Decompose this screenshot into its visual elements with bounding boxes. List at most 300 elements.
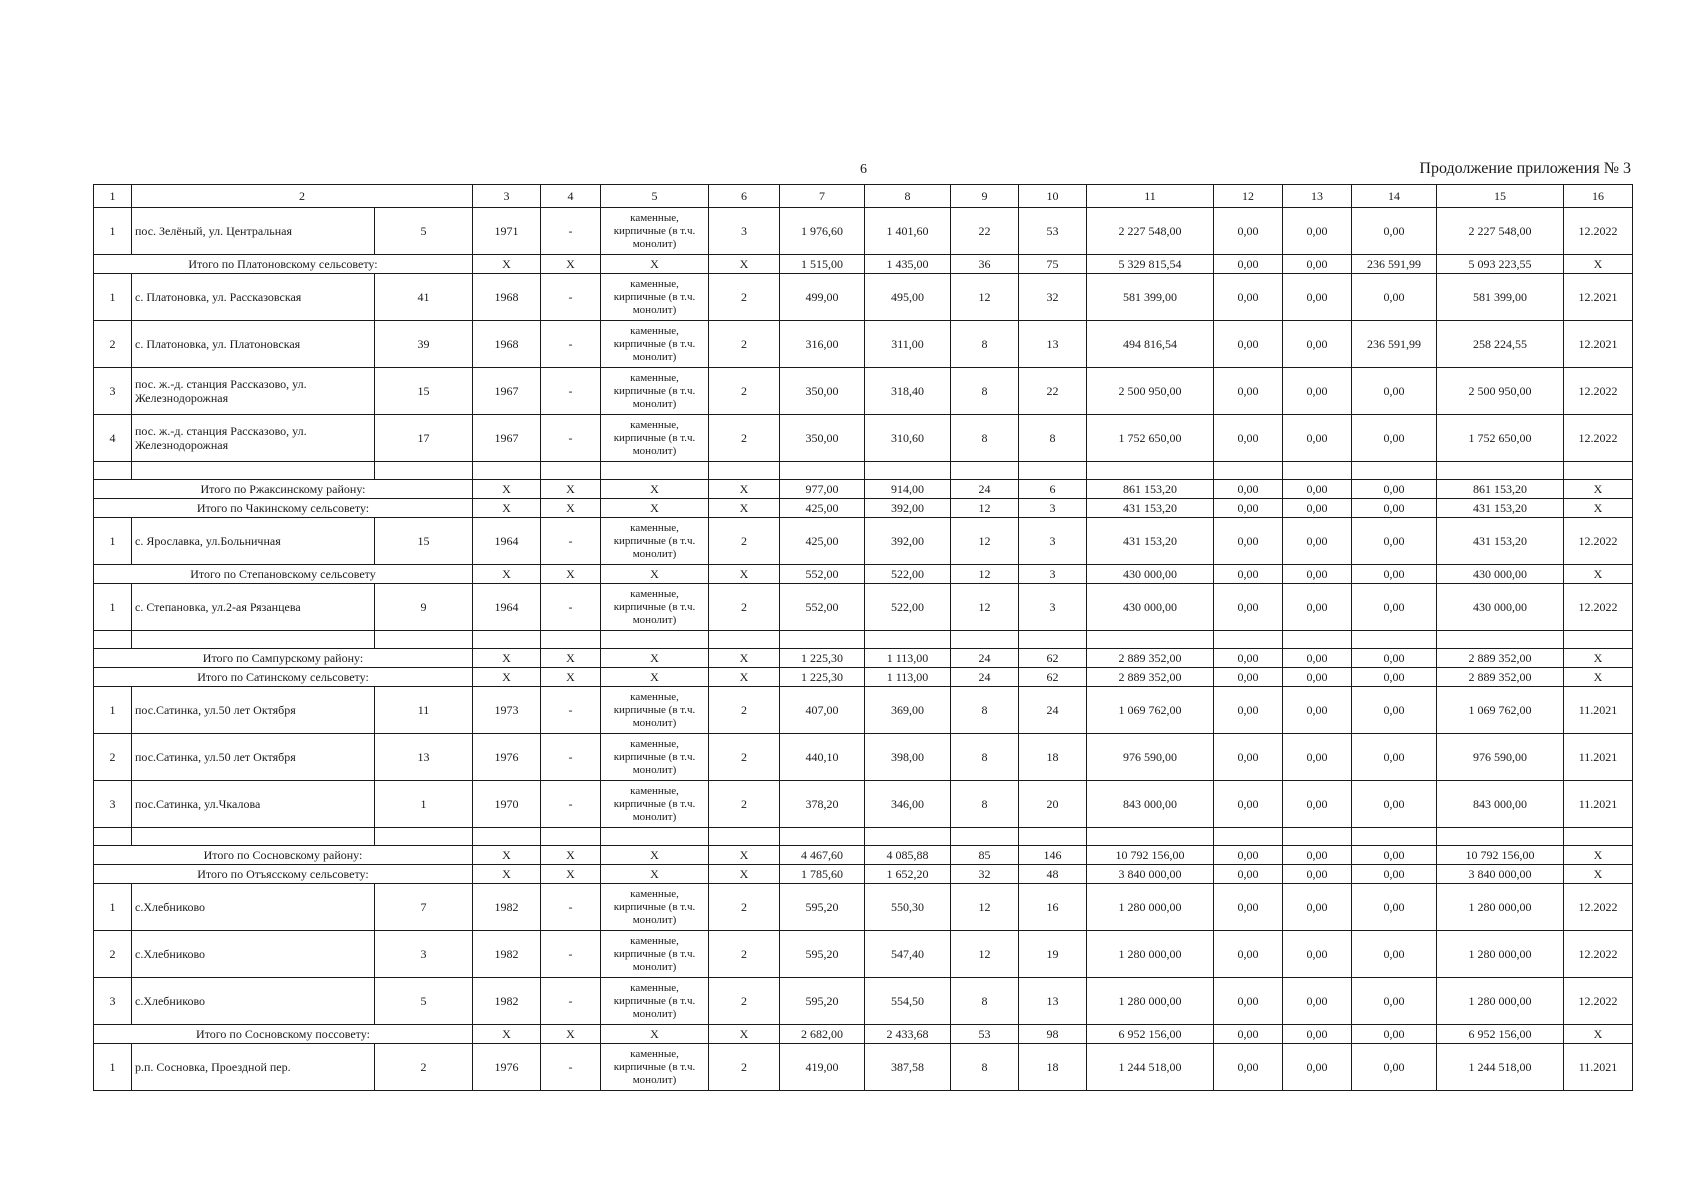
value-cell: 12.2022 bbox=[1564, 884, 1633, 931]
value-cell: 1 225,30 bbox=[780, 649, 865, 668]
value-cell: X bbox=[601, 255, 709, 274]
value-cell: 0,00 bbox=[1214, 415, 1283, 462]
empty-cell bbox=[375, 631, 473, 649]
address-cell: пос. ж.-д. станция Рассказово, ул. Железнодорожная bbox=[132, 415, 375, 462]
building-row bbox=[94, 584, 1633, 631]
floors-cell: 2 bbox=[709, 1044, 780, 1091]
subtotal-label: Итого по Чакинскому сельсовету: bbox=[94, 499, 473, 518]
value-cell: 430 000,00 bbox=[1437, 584, 1564, 631]
building-row bbox=[94, 208, 1633, 255]
value-cell: 0,00 bbox=[1214, 865, 1283, 884]
value-cell: 581 399,00 bbox=[1437, 274, 1564, 321]
empty-cell bbox=[1437, 631, 1564, 649]
value-cell: 12 bbox=[951, 274, 1019, 321]
empty-cell bbox=[780, 828, 865, 846]
building-row bbox=[94, 518, 1633, 565]
value-cell: X bbox=[1564, 668, 1633, 687]
house-number-cell: 5 bbox=[375, 978, 473, 1025]
value-cell: 431 153,20 bbox=[1087, 499, 1214, 518]
empty-cell bbox=[541, 631, 601, 649]
value-cell: 0,00 bbox=[1214, 565, 1283, 584]
value-cell: 431 153,20 bbox=[1437, 499, 1564, 518]
building-row bbox=[94, 274, 1633, 321]
empty-cell bbox=[1214, 631, 1283, 649]
value-cell: 0,00 bbox=[1283, 415, 1352, 462]
house-number-cell: 15 bbox=[375, 368, 473, 415]
empty-cell bbox=[1352, 828, 1437, 846]
house-number-cell: 39 bbox=[375, 321, 473, 368]
value-cell: X bbox=[709, 865, 780, 884]
floors-cell: 2 bbox=[709, 518, 780, 565]
value-cell: X bbox=[473, 649, 541, 668]
value-cell: 0,00 bbox=[1352, 846, 1437, 865]
value-cell: 0,00 bbox=[1352, 1025, 1437, 1044]
subtotal-row bbox=[94, 649, 1633, 668]
wall-material-cell: каменные, кирпичные (в т.ч. монолит) bbox=[601, 584, 709, 631]
value-cell: 0,00 bbox=[1352, 518, 1437, 565]
value-cell: 62 bbox=[1019, 668, 1087, 687]
empty-cell bbox=[473, 462, 541, 480]
value-cell: 378,20 bbox=[780, 781, 865, 828]
value-cell: 552,00 bbox=[780, 565, 865, 584]
empty-cell bbox=[1283, 631, 1352, 649]
empty-cell bbox=[709, 828, 780, 846]
col4-cell: - bbox=[541, 734, 601, 781]
value-cell: 0,00 bbox=[1283, 734, 1352, 781]
value-cell: 0,00 bbox=[1283, 781, 1352, 828]
value-cell: 0,00 bbox=[1214, 255, 1283, 274]
value-cell: 8 bbox=[951, 1044, 1019, 1091]
value-cell: 12 bbox=[951, 931, 1019, 978]
value-cell: X bbox=[473, 499, 541, 518]
value-cell: 4 467,60 bbox=[780, 846, 865, 865]
row-number-cell: 4 bbox=[94, 415, 132, 462]
wall-material-cell: каменные, кирпичные (в т.ч. монолит) bbox=[601, 368, 709, 415]
value-cell: 0,00 bbox=[1283, 208, 1352, 255]
subtotal-label: Итого по Сампурскому району: bbox=[94, 649, 473, 668]
subtotal-label: Итого по Платоновскому сельсовету: bbox=[94, 255, 473, 274]
value-cell: 0,00 bbox=[1283, 687, 1352, 734]
empty-cell bbox=[94, 828, 132, 846]
value-cell: 2 433,68 bbox=[865, 1025, 951, 1044]
floors-cell: 2 bbox=[709, 584, 780, 631]
floors-cell: 2 bbox=[709, 781, 780, 828]
header-cell: 14 bbox=[1352, 185, 1437, 208]
empty-cell bbox=[94, 631, 132, 649]
value-cell: 3 bbox=[1019, 499, 1087, 518]
value-cell: 843 000,00 bbox=[1437, 781, 1564, 828]
building-row bbox=[94, 884, 1633, 931]
col4-cell: - bbox=[541, 931, 601, 978]
row-number-cell: 2 bbox=[94, 321, 132, 368]
house-number-cell: 3 bbox=[375, 931, 473, 978]
value-cell: 1 435,00 bbox=[865, 255, 951, 274]
value-cell: 430 000,00 bbox=[1087, 584, 1214, 631]
value-cell: 1 976,60 bbox=[780, 208, 865, 255]
empty-cell bbox=[1087, 462, 1214, 480]
value-cell: 0,00 bbox=[1352, 978, 1437, 1025]
value-cell: 387,58 bbox=[865, 1044, 951, 1091]
value-cell: X bbox=[541, 499, 601, 518]
house-number-cell: 11 bbox=[375, 687, 473, 734]
value-cell: 1 280 000,00 bbox=[1087, 884, 1214, 931]
value-cell: 581 399,00 bbox=[1087, 274, 1214, 321]
value-cell: 0,00 bbox=[1283, 931, 1352, 978]
subtotal-label: Итого по Ржаксинскому району: bbox=[94, 480, 473, 499]
value-cell: X bbox=[1564, 1025, 1633, 1044]
value-cell: 12 bbox=[951, 884, 1019, 931]
value-cell: 6 952 156,00 bbox=[1087, 1025, 1214, 1044]
row-number-cell: 3 bbox=[94, 368, 132, 415]
value-cell: 12.2022 bbox=[1564, 978, 1633, 1025]
value-cell: X bbox=[473, 865, 541, 884]
empty-cell bbox=[865, 828, 951, 846]
value-cell: 0,00 bbox=[1283, 1025, 1352, 1044]
value-cell: 11.2021 bbox=[1564, 687, 1633, 734]
header-cell: 12 bbox=[1214, 185, 1283, 208]
value-cell: 0,00 bbox=[1352, 274, 1437, 321]
empty-cell bbox=[541, 828, 601, 846]
subtotal-label: Итого по Степановскому сельсовету bbox=[94, 565, 473, 584]
value-cell: 2 889 352,00 bbox=[1437, 649, 1564, 668]
value-cell: 552,00 bbox=[780, 584, 865, 631]
value-cell: 311,00 bbox=[865, 321, 951, 368]
value-cell: 350,00 bbox=[780, 368, 865, 415]
value-cell: 8 bbox=[951, 368, 1019, 415]
header-cell: 2 bbox=[132, 185, 473, 208]
address-cell: с. Платоновка, ул. Платоновская bbox=[132, 321, 375, 368]
value-cell: 236 591,99 bbox=[1352, 255, 1437, 274]
value-cell: 0,00 bbox=[1283, 255, 1352, 274]
address-cell: с.Хлебниково bbox=[132, 884, 375, 931]
building-row bbox=[94, 734, 1633, 781]
year-cell: 1971 bbox=[473, 208, 541, 255]
value-cell: 0,00 bbox=[1352, 565, 1437, 584]
value-cell: 1 244 518,00 bbox=[1437, 1044, 1564, 1091]
subtotal-row bbox=[94, 1025, 1633, 1044]
wall-material-cell: каменные, кирпичные (в т.ч. монолит) bbox=[601, 321, 709, 368]
value-cell: 0,00 bbox=[1214, 846, 1283, 865]
value-cell: 8 bbox=[951, 321, 1019, 368]
building-row bbox=[94, 978, 1633, 1025]
value-cell: 24 bbox=[1019, 687, 1087, 734]
value-cell: 3 bbox=[1019, 584, 1087, 631]
value-cell: X bbox=[601, 480, 709, 499]
value-cell: 0,00 bbox=[1283, 978, 1352, 1025]
wall-material-cell: каменные, кирпичные (в т.ч. монолит) bbox=[601, 978, 709, 1025]
value-cell: 1 069 762,00 bbox=[1437, 687, 1564, 734]
value-cell: 425,00 bbox=[780, 499, 865, 518]
subtotal-row bbox=[94, 865, 1633, 884]
floors-cell: 2 bbox=[709, 978, 780, 1025]
value-cell: X bbox=[541, 1025, 601, 1044]
value-cell: 12 bbox=[951, 518, 1019, 565]
value-cell: 0,00 bbox=[1214, 668, 1283, 687]
value-cell: 32 bbox=[1019, 274, 1087, 321]
column-number-header bbox=[94, 185, 1633, 208]
value-cell: 976 590,00 bbox=[1087, 734, 1214, 781]
page-number: 6 bbox=[860, 162, 867, 177]
col4-cell: - bbox=[541, 208, 601, 255]
empty-row bbox=[94, 631, 1633, 649]
value-cell: 1 401,60 bbox=[865, 208, 951, 255]
empty-cell bbox=[951, 462, 1019, 480]
value-cell: 0,00 bbox=[1283, 668, 1352, 687]
value-cell: 12 bbox=[951, 584, 1019, 631]
value-cell: 2 500 950,00 bbox=[1437, 368, 1564, 415]
wall-material-cell: каменные, кирпичные (в т.ч. монолит) bbox=[601, 884, 709, 931]
value-cell: X bbox=[1564, 255, 1633, 274]
empty-cell bbox=[541, 462, 601, 480]
header-cell: 5 bbox=[601, 185, 709, 208]
value-cell: 8 bbox=[951, 687, 1019, 734]
value-cell: 4 085,88 bbox=[865, 846, 951, 865]
value-cell: X bbox=[1564, 649, 1633, 668]
col4-cell: - bbox=[541, 584, 601, 631]
empty-cell bbox=[375, 828, 473, 846]
value-cell: 98 bbox=[1019, 1025, 1087, 1044]
value-cell: 12.2022 bbox=[1564, 208, 1633, 255]
value-cell: 24 bbox=[951, 668, 1019, 687]
address-cell: пос.Сатинка, ул.Чкалова bbox=[132, 781, 375, 828]
value-cell: 2 889 352,00 bbox=[1437, 668, 1564, 687]
wall-material-cell: каменные, кирпичные (в т.ч. монолит) bbox=[601, 687, 709, 734]
empty-cell bbox=[1019, 828, 1087, 846]
value-cell: 2 227 548,00 bbox=[1087, 208, 1214, 255]
house-number-cell: 17 bbox=[375, 415, 473, 462]
value-cell: 3 840 000,00 bbox=[1437, 865, 1564, 884]
year-cell: 1976 bbox=[473, 1044, 541, 1091]
value-cell: 0,00 bbox=[1214, 687, 1283, 734]
col4-cell: - bbox=[541, 274, 601, 321]
value-cell: 522,00 bbox=[865, 565, 951, 584]
value-cell: 1 113,00 bbox=[865, 649, 951, 668]
floors-cell: 2 bbox=[709, 415, 780, 462]
value-cell: 0,00 bbox=[1214, 499, 1283, 518]
value-cell: 1 069 762,00 bbox=[1087, 687, 1214, 734]
value-cell: 12.2022 bbox=[1564, 518, 1633, 565]
value-cell: 36 bbox=[951, 255, 1019, 274]
value-cell: 18 bbox=[1019, 1044, 1087, 1091]
row-number-cell: 3 bbox=[94, 781, 132, 828]
header-cell: 4 bbox=[541, 185, 601, 208]
value-cell: X bbox=[473, 480, 541, 499]
value-cell: 22 bbox=[1019, 368, 1087, 415]
value-cell: 11.2021 bbox=[1564, 734, 1633, 781]
empty-cell bbox=[865, 462, 951, 480]
value-cell: 310,60 bbox=[865, 415, 951, 462]
value-cell: 0,00 bbox=[1214, 781, 1283, 828]
value-cell: X bbox=[1564, 480, 1633, 499]
value-cell: 494 816,54 bbox=[1087, 321, 1214, 368]
value-cell: 0,00 bbox=[1283, 321, 1352, 368]
value-cell: X bbox=[541, 565, 601, 584]
value-cell: 0,00 bbox=[1352, 649, 1437, 668]
value-cell: 0,00 bbox=[1283, 649, 1352, 668]
value-cell: 1 280 000,00 bbox=[1437, 978, 1564, 1025]
value-cell: 1 652,20 bbox=[865, 865, 951, 884]
value-cell: 595,20 bbox=[780, 931, 865, 978]
value-cell: X bbox=[541, 649, 601, 668]
wall-material-cell: каменные, кирпичные (в т.ч. монолит) bbox=[601, 274, 709, 321]
value-cell: X bbox=[709, 668, 780, 687]
value-cell: 0,00 bbox=[1283, 846, 1352, 865]
value-cell: 0,00 bbox=[1214, 321, 1283, 368]
value-cell: X bbox=[709, 565, 780, 584]
subtotal-label: Итого по Сосновскому поссовету: bbox=[94, 1025, 473, 1044]
subtotal-label: Итого по Сатинскому сельсовету: bbox=[94, 668, 473, 687]
value-cell: 146 bbox=[1019, 846, 1087, 865]
header-cell: 11 bbox=[1087, 185, 1214, 208]
col4-cell: - bbox=[541, 978, 601, 1025]
year-cell: 1982 bbox=[473, 884, 541, 931]
value-cell: 0,00 bbox=[1352, 415, 1437, 462]
year-cell: 1964 bbox=[473, 584, 541, 631]
col4-cell: - bbox=[541, 687, 601, 734]
header-cell: 7 bbox=[780, 185, 865, 208]
row-number-cell: 1 bbox=[94, 208, 132, 255]
value-cell: X bbox=[473, 668, 541, 687]
value-cell: 24 bbox=[951, 480, 1019, 499]
house-number-cell: 2 bbox=[375, 1044, 473, 1091]
wall-material-cell: каменные, кирпичные (в т.ч. монолит) bbox=[601, 1044, 709, 1091]
address-cell: пос. Зелёный, ул. Центральная bbox=[132, 208, 375, 255]
floors-cell: 2 bbox=[709, 274, 780, 321]
empty-row bbox=[94, 828, 1633, 846]
empty-cell bbox=[780, 462, 865, 480]
year-cell: 1967 bbox=[473, 368, 541, 415]
value-cell: 1 515,00 bbox=[780, 255, 865, 274]
value-cell: 0,00 bbox=[1214, 208, 1283, 255]
house-number-cell: 5 bbox=[375, 208, 473, 255]
row-number-cell: 1 bbox=[94, 274, 132, 321]
value-cell: 0,00 bbox=[1352, 499, 1437, 518]
value-cell: 48 bbox=[1019, 865, 1087, 884]
value-cell: 16 bbox=[1019, 884, 1087, 931]
floors-cell: 3 bbox=[709, 208, 780, 255]
empty-cell bbox=[473, 828, 541, 846]
value-cell: X bbox=[709, 1025, 780, 1044]
header-cell: 15 bbox=[1437, 185, 1564, 208]
value-cell: X bbox=[601, 1025, 709, 1044]
value-cell: X bbox=[601, 865, 709, 884]
value-cell: 430 000,00 bbox=[1437, 565, 1564, 584]
empty-row bbox=[94, 462, 1633, 480]
value-cell: 0,00 bbox=[1352, 781, 1437, 828]
value-cell: 346,00 bbox=[865, 781, 951, 828]
building-row bbox=[94, 931, 1633, 978]
wall-material-cell: каменные, кирпичные (в т.ч. монолит) bbox=[601, 781, 709, 828]
subtotal-row bbox=[94, 480, 1633, 499]
value-cell: 10 792 156,00 bbox=[1087, 846, 1214, 865]
empty-cell bbox=[951, 631, 1019, 649]
value-cell: 1 280 000,00 bbox=[1437, 931, 1564, 978]
value-cell: 0,00 bbox=[1352, 208, 1437, 255]
value-cell: 0,00 bbox=[1283, 518, 1352, 565]
housing-register-table bbox=[93, 184, 1633, 1091]
value-cell: 12.2022 bbox=[1564, 584, 1633, 631]
empty-cell bbox=[375, 462, 473, 480]
empty-cell bbox=[865, 631, 951, 649]
value-cell: 19 bbox=[1019, 931, 1087, 978]
value-cell: 11.2021 bbox=[1564, 781, 1633, 828]
value-cell: 0,00 bbox=[1283, 884, 1352, 931]
value-cell: 0,00 bbox=[1214, 649, 1283, 668]
value-cell: 0,00 bbox=[1214, 368, 1283, 415]
value-cell: X bbox=[601, 668, 709, 687]
empty-cell bbox=[1564, 462, 1633, 480]
house-number-cell: 1 bbox=[375, 781, 473, 828]
address-cell: с.Хлебниково bbox=[132, 931, 375, 978]
value-cell: 430 000,00 bbox=[1087, 565, 1214, 584]
empty-cell bbox=[1437, 828, 1564, 846]
value-cell: 12.2022 bbox=[1564, 368, 1633, 415]
value-cell: 22 bbox=[951, 208, 1019, 255]
value-cell: 0,00 bbox=[1352, 687, 1437, 734]
value-cell: 977,00 bbox=[780, 480, 865, 499]
year-cell: 1982 bbox=[473, 931, 541, 978]
building-row bbox=[94, 415, 1633, 462]
value-cell: 13 bbox=[1019, 978, 1087, 1025]
value-cell: 350,00 bbox=[780, 415, 865, 462]
value-cell: 547,40 bbox=[865, 931, 951, 978]
col4-cell: - bbox=[541, 368, 601, 415]
value-cell: X bbox=[1564, 865, 1633, 884]
value-cell: 8 bbox=[951, 734, 1019, 781]
value-cell: 0,00 bbox=[1352, 368, 1437, 415]
year-cell: 1968 bbox=[473, 321, 541, 368]
value-cell: X bbox=[709, 255, 780, 274]
subtotal-row bbox=[94, 668, 1633, 687]
value-cell: 3 840 000,00 bbox=[1087, 865, 1214, 884]
value-cell: 12.2022 bbox=[1564, 415, 1633, 462]
floors-cell: 2 bbox=[709, 931, 780, 978]
year-cell: 1967 bbox=[473, 415, 541, 462]
value-cell: X bbox=[709, 499, 780, 518]
empty-cell bbox=[601, 462, 709, 480]
empty-cell bbox=[1352, 462, 1437, 480]
header-cell: 8 bbox=[865, 185, 951, 208]
value-cell: 861 153,20 bbox=[1087, 480, 1214, 499]
value-cell: 20 bbox=[1019, 781, 1087, 828]
header-cell: 13 bbox=[1283, 185, 1352, 208]
value-cell: 1 752 650,00 bbox=[1087, 415, 1214, 462]
value-cell: 554,50 bbox=[865, 978, 951, 1025]
value-cell: 0,00 bbox=[1283, 865, 1352, 884]
value-cell: 1 280 000,00 bbox=[1087, 931, 1214, 978]
value-cell: 2 500 950,00 bbox=[1087, 368, 1214, 415]
value-cell: 843 000,00 bbox=[1087, 781, 1214, 828]
year-cell: 1964 bbox=[473, 518, 541, 565]
value-cell: X bbox=[601, 649, 709, 668]
value-cell: 1 113,00 bbox=[865, 668, 951, 687]
value-cell: 53 bbox=[951, 1025, 1019, 1044]
col4-cell: - bbox=[541, 415, 601, 462]
col4-cell: - bbox=[541, 321, 601, 368]
value-cell: 12.2022 bbox=[1564, 931, 1633, 978]
value-cell: 0,00 bbox=[1352, 865, 1437, 884]
empty-cell bbox=[1019, 462, 1087, 480]
empty-cell bbox=[601, 828, 709, 846]
value-cell: 11.2021 bbox=[1564, 1044, 1633, 1091]
col4-cell: - bbox=[541, 781, 601, 828]
value-cell: 861 153,20 bbox=[1437, 480, 1564, 499]
value-cell: X bbox=[541, 480, 601, 499]
value-cell: 0,00 bbox=[1352, 668, 1437, 687]
value-cell: 6 bbox=[1019, 480, 1087, 499]
value-cell: 0,00 bbox=[1214, 978, 1283, 1025]
wall-material-cell: каменные, кирпичные (в т.ч. монолит) bbox=[601, 931, 709, 978]
